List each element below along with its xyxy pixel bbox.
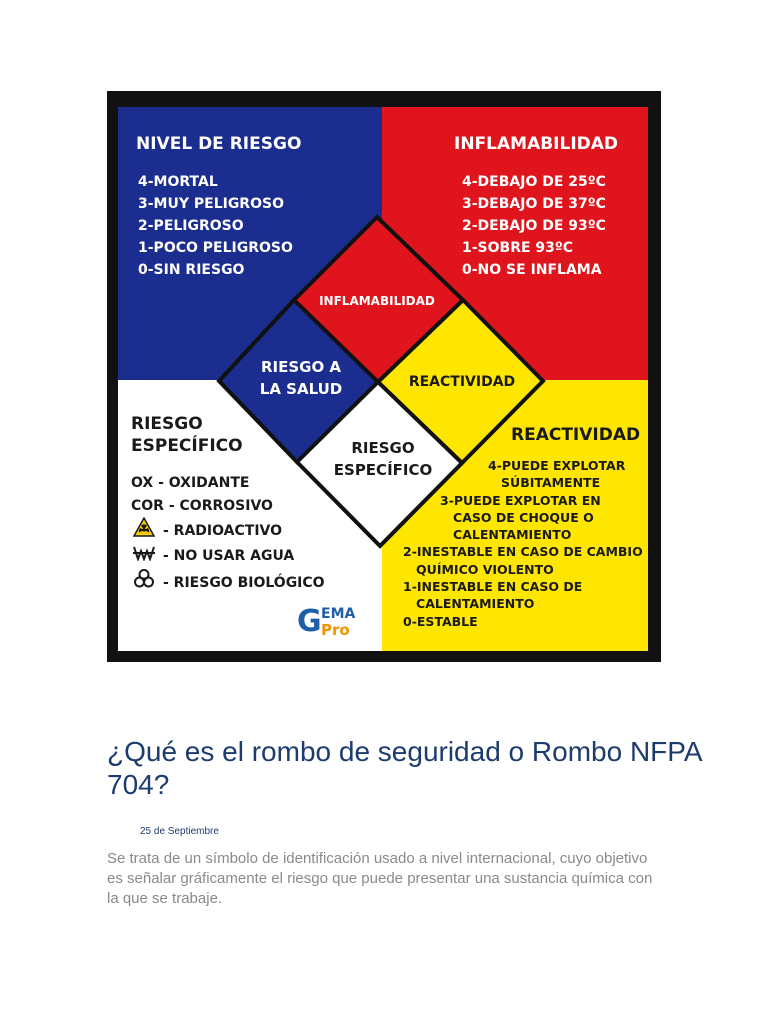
specific-hazard-item: - NO USAR AGUA	[131, 545, 325, 569]
health-level-item: 2-PELIGROSO	[138, 218, 244, 234]
specific-hazard-heading-line2: ESPECÍFICO	[131, 436, 243, 456]
nfpa-704-poster	[107, 91, 661, 662]
gemapro-logo: G EMA Pro	[297, 604, 356, 639]
reactivity-level-item: 2-INESTABLE EN CASO DE CAMBIO QUÍMICO VIOLENTO	[403, 544, 643, 577]
health-level-item: 0-SIN RIESGO	[138, 262, 245, 278]
reactivity-heading: REACTIVIDAD	[511, 425, 641, 445]
diamond-reactivity-label: REACTIVIDAD	[408, 374, 516, 390]
flammability-level-item: 1-SOBRE 93ºC	[462, 240, 574, 256]
nfpa-diamond	[107, 91, 661, 662]
flammability-level-item: 2-DEBAJO DE 93ºC	[462, 218, 606, 234]
reactivity-level-item: 0-ESTABLE	[403, 613, 478, 629]
specific-hazard-item: COR - CORROSIVO	[131, 497, 273, 514]
flammability-heading: INFLAMABILIDAD	[454, 134, 619, 154]
health-heading: NIVEL DE RIESGO	[136, 134, 302, 154]
specific-hazard-item: - RIESGO BIOLÓGICO	[131, 568, 325, 598]
reactivity-level-item: 3-PUEDE EXPLOTAR EN CASO DE CHOQUE O CALENTAMIENTO	[440, 492, 601, 543]
specific-hazard-item: - RADIOACTIVO	[131, 517, 325, 545]
health-level-item: 1-POCO PELIGROSO	[138, 240, 293, 256]
diamond-flammability-label: INFLAMABILIDAD	[319, 294, 435, 308]
health-level-item: 3-MUY PELIGROSO	[138, 196, 284, 212]
reactivity-level-item: 4-PUEDE EXPLOTAR SÚBITAMENTE	[488, 458, 626, 491]
flammability-level-item: 0-NO SE INFLAMA	[462, 262, 602, 278]
article-date: 25 de Septiembre	[140, 826, 219, 837]
diamond-specific-label: RIESGO ESPECÍFICO	[333, 439, 433, 479]
specific-hazard-item: OX - OXIDANTE	[131, 475, 250, 491]
specific-hazard-heading-line1: RIESGO	[131, 414, 203, 434]
diamond-health-label: RIESGO A LA SALUD	[259, 358, 343, 398]
article-title: ¿Qué es el rombo de seguridad o Rombo NFPA 704?	[107, 736, 702, 800]
health-level-item: 4-MORTAL	[138, 174, 218, 190]
reactivity-level-item: 1-INESTABLE EN CASO DE CALENTAMIENTO	[403, 579, 583, 612]
flammability-level-item: 4-DEBAJO DE 25ºC	[462, 174, 606, 190]
flammability-level-item: 3-DEBAJO DE 37ºC	[462, 196, 606, 212]
article-description: Se trata de un símbolo de identificación usado a nivel internacional, cuyo objetivo es señalar gráficamente el riesgo que puede presentar una sustancia química con la que se trabaje.	[107, 850, 653, 907]
